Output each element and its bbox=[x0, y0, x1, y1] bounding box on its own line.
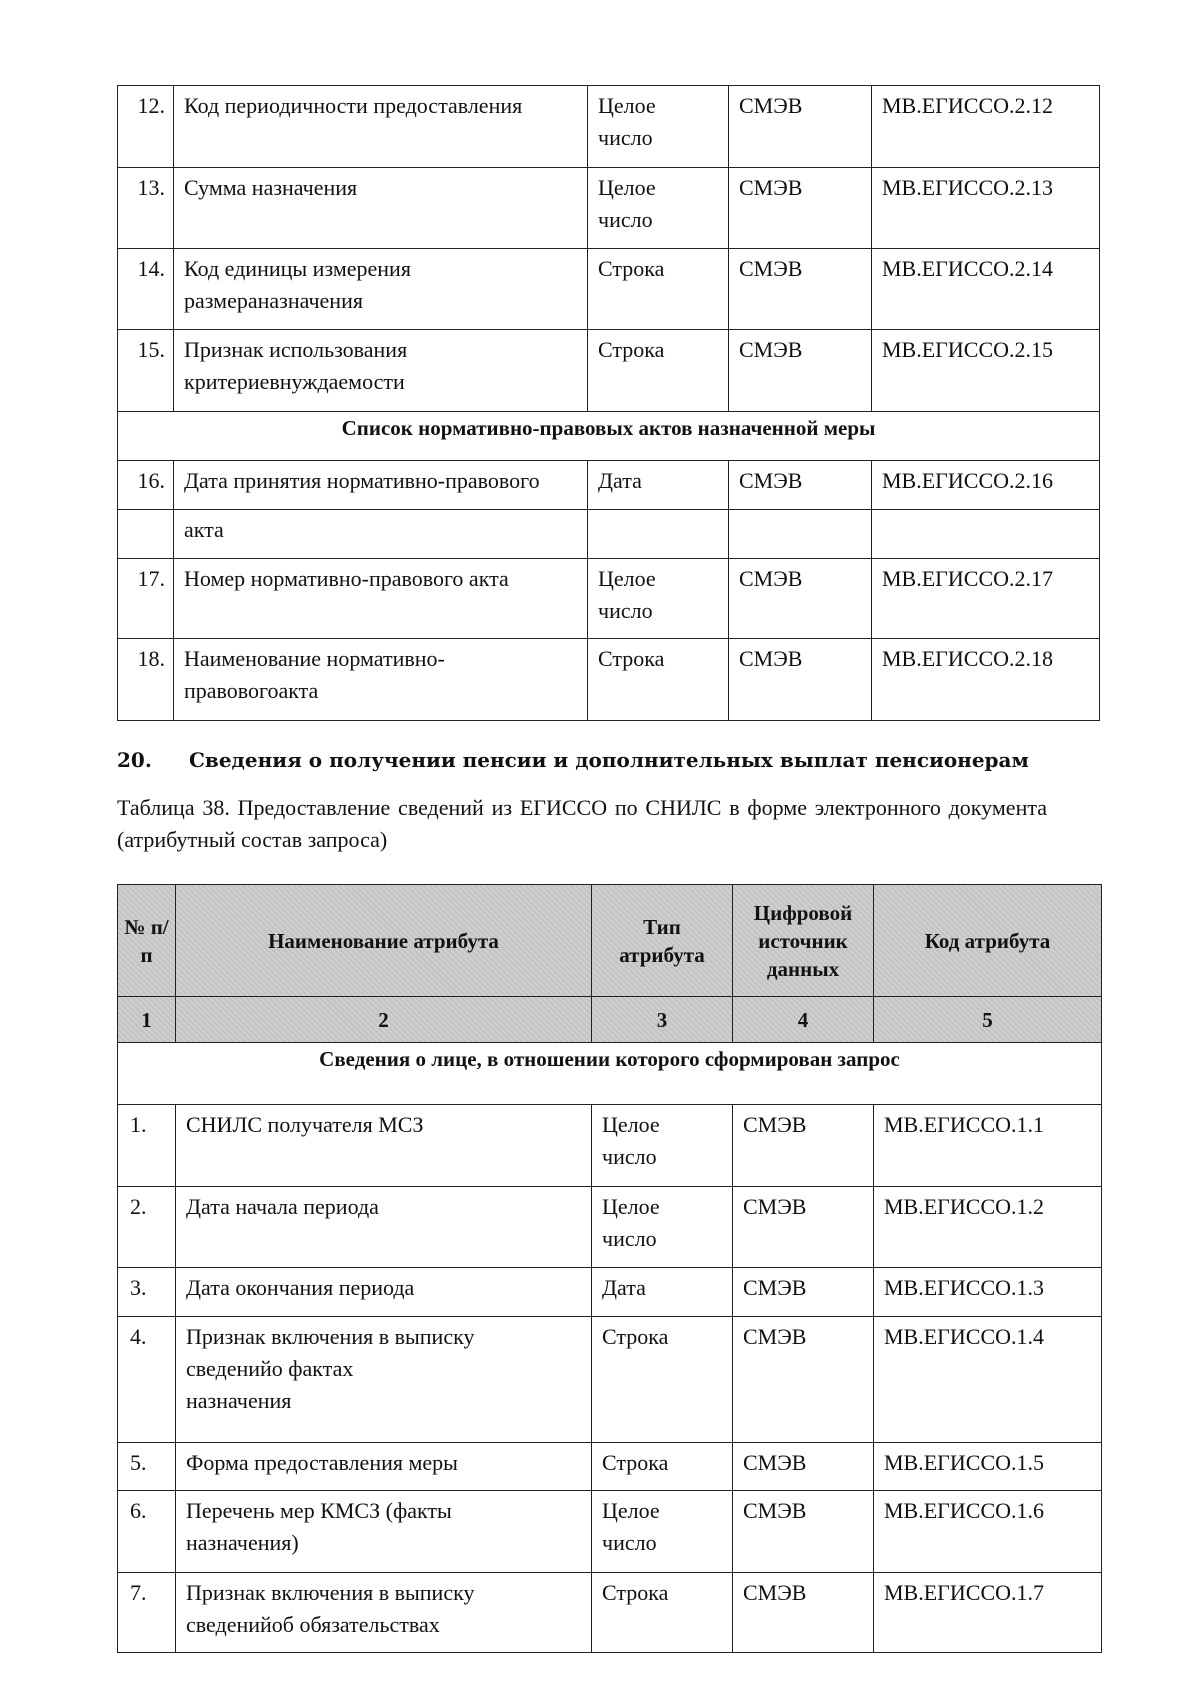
attribute-code: МВ.ЕГИССО.1.4 bbox=[874, 1317, 1102, 1443]
cell-line: СНИЛС получателя МСЗ bbox=[186, 1112, 424, 1137]
col-number-5: 5 bbox=[874, 997, 1102, 1043]
table-row bbox=[118, 639, 1100, 721]
cell-line: Дата окончания периода bbox=[186, 1275, 415, 1300]
cell-line: Целое bbox=[602, 1112, 660, 1137]
table-38 bbox=[117, 884, 1102, 1653]
cell-line: Признак включения в выписку bbox=[186, 1324, 475, 1349]
attribute-code: МВ.ЕГИССО.2.12 bbox=[872, 86, 1100, 168]
row-number: 6. bbox=[118, 1491, 176, 1573]
attribute-type bbox=[592, 1491, 733, 1573]
data-source: СМЭВ bbox=[729, 639, 872, 721]
attribute-code: МВ.ЕГИССО.1.1 bbox=[874, 1105, 1102, 1187]
row-number: 12. bbox=[118, 86, 174, 168]
section-heading-number: 20. bbox=[117, 748, 152, 772]
data-source: СМЭВ bbox=[733, 1105, 874, 1187]
cell-line: Строка bbox=[602, 1580, 669, 1605]
cell-line: Перечень мер КМСЗ (факты bbox=[186, 1498, 452, 1523]
attribute-code: МВ.ЕГИССО.1.7 bbox=[874, 1573, 1102, 1653]
table-row bbox=[118, 168, 1100, 249]
row-number: 18. bbox=[118, 639, 174, 721]
attribute-type bbox=[588, 461, 729, 510]
row-number: 2. bbox=[118, 1187, 176, 1268]
cell-line: число bbox=[602, 1530, 657, 1555]
cell-line: Строка bbox=[602, 1450, 669, 1475]
attribute-type bbox=[588, 639, 729, 721]
attribute-name bbox=[176, 1187, 592, 1268]
attribute-name bbox=[174, 86, 588, 168]
section-heading bbox=[117, 748, 1029, 772]
section-title: Список нормативно-правовых актов назначенной меры bbox=[118, 412, 1100, 461]
table-row bbox=[118, 1268, 1102, 1317]
attribute-code: МВ.ЕГИССО.1.6 bbox=[874, 1491, 1102, 1573]
cell-line: Строка bbox=[598, 646, 665, 671]
table-row bbox=[118, 86, 1100, 168]
cell-line: число bbox=[598, 207, 653, 232]
cell-line: Целое bbox=[602, 1194, 660, 1219]
cell-line: Целое bbox=[602, 1498, 660, 1523]
attribute-type bbox=[592, 1187, 733, 1268]
attribute-type bbox=[588, 559, 729, 639]
attribute-code: МВ.ЕГИССО.2.16 bbox=[872, 461, 1100, 510]
table-row bbox=[118, 461, 1100, 510]
table-row bbox=[118, 1317, 1102, 1443]
attribute-name bbox=[174, 168, 588, 249]
cell-line: Форма предоставления меры bbox=[186, 1450, 458, 1475]
table-row bbox=[118, 330, 1100, 412]
col-number-1: 1 bbox=[118, 997, 176, 1043]
cell-line: Признак включения в выписку bbox=[186, 1580, 475, 1605]
attribute-type bbox=[592, 1443, 733, 1491]
data-source: СМЭВ bbox=[729, 86, 872, 168]
attribute-code: МВ.ЕГИССО.1.5 bbox=[874, 1443, 1102, 1491]
attribute-type bbox=[592, 1268, 733, 1317]
cell-line: Код периодичности предоставления bbox=[184, 93, 523, 118]
cell-line: назначения) bbox=[186, 1530, 299, 1555]
header-attribute-type: Тип атрибута bbox=[592, 885, 733, 997]
attribute-code: МВ.ЕГИССО.2.13 bbox=[872, 168, 1100, 249]
cell-line: число bbox=[598, 125, 653, 150]
attribute-name bbox=[176, 1443, 592, 1491]
cell-line: Целое bbox=[598, 566, 656, 591]
row-number: 16. bbox=[118, 461, 174, 510]
attribute-name bbox=[174, 559, 588, 639]
table-row bbox=[118, 1573, 1102, 1653]
data-source: СМЭВ bbox=[729, 559, 872, 639]
attribute-code: МВ.ЕГИССО.2.14 bbox=[872, 249, 1100, 330]
table-continuation bbox=[117, 85, 1100, 721]
cell-line: Сумма назначения bbox=[184, 175, 358, 200]
section-row bbox=[118, 1043, 1102, 1105]
cell-line: Код единицы измерения bbox=[184, 256, 411, 281]
attribute-type bbox=[588, 510, 729, 559]
data-source: СМЭВ bbox=[729, 461, 872, 510]
attribute-type bbox=[592, 1317, 733, 1443]
cell-line: Дата принятия нормативно-правового bbox=[184, 468, 540, 493]
cell-line: Номер нормативно-правового акта bbox=[184, 566, 509, 591]
cell-line: Строка bbox=[602, 1324, 669, 1349]
attribute-type bbox=[588, 86, 729, 168]
attribute-type bbox=[588, 249, 729, 330]
attribute-code: МВ.ЕГИССО.1.2 bbox=[874, 1187, 1102, 1268]
cell-line: акта bbox=[184, 517, 224, 542]
cell-line: размераназначения bbox=[184, 288, 363, 313]
attribute-name bbox=[176, 1268, 592, 1317]
row-number: 15. bbox=[118, 330, 174, 412]
attribute-name bbox=[174, 510, 588, 559]
data-source: СМЭВ bbox=[729, 330, 872, 412]
row-number: 4. bbox=[118, 1317, 176, 1443]
data-source: СМЭВ bbox=[733, 1573, 874, 1653]
col-number-2: 2 bbox=[176, 997, 592, 1043]
cell-line: критериевнуждаемости bbox=[184, 369, 405, 394]
table-row bbox=[118, 1491, 1102, 1573]
cell-line: число bbox=[598, 598, 653, 623]
attribute-code: МВ.ЕГИССО.2.18 bbox=[872, 639, 1100, 721]
header-attribute-name: Наименование атрибута bbox=[176, 885, 592, 997]
attribute-type bbox=[592, 1105, 733, 1187]
attribute-name bbox=[174, 249, 588, 330]
cell-line: Целое bbox=[598, 175, 656, 200]
attribute-code: МВ.ЕГИССО.2.15 bbox=[872, 330, 1100, 412]
cell-line: правовогоакта bbox=[184, 678, 319, 703]
header-attribute-code: Код атрибута bbox=[874, 885, 1102, 997]
table-row bbox=[118, 1187, 1102, 1268]
cell-line: Дата bbox=[602, 1275, 646, 1300]
table-header-row bbox=[118, 885, 1102, 997]
row-number: 14. bbox=[118, 249, 174, 330]
row-number: 5. bbox=[118, 1443, 176, 1491]
attribute-name bbox=[176, 1491, 592, 1573]
attribute-name bbox=[176, 1317, 592, 1443]
attribute-type bbox=[588, 330, 729, 412]
data-source: СМЭВ bbox=[729, 249, 872, 330]
table-caption: Таблица 38. Предоставление сведений из ЕГИССО по СНИЛС в форме электронного документа (атрибутный состав запроса) bbox=[117, 795, 1047, 852]
table-row bbox=[118, 559, 1100, 639]
data-source: СМЭВ bbox=[729, 168, 872, 249]
attribute-name bbox=[176, 1105, 592, 1187]
attribute-code bbox=[872, 510, 1100, 559]
col-number-4: 4 bbox=[733, 997, 874, 1043]
row-number: 7. bbox=[118, 1573, 176, 1653]
row-number: 13. bbox=[118, 168, 174, 249]
data-source bbox=[729, 510, 872, 559]
row-number: 1. bbox=[118, 1105, 176, 1187]
cell-line: назначения bbox=[186, 1388, 292, 1413]
table-row bbox=[118, 510, 1100, 559]
attribute-code: МВ.ЕГИССО.1.3 bbox=[874, 1268, 1102, 1317]
cell-line: Признак использования bbox=[184, 337, 408, 362]
data-source: СМЭВ bbox=[733, 1268, 874, 1317]
cell-line: Дата начала периода bbox=[186, 1194, 379, 1219]
data-source: СМЭВ bbox=[733, 1443, 874, 1491]
table-row bbox=[118, 1105, 1102, 1187]
data-source: СМЭВ bbox=[733, 1187, 874, 1268]
cell-line: сведенийо фактах bbox=[186, 1356, 354, 1381]
cell-line: Строка bbox=[598, 256, 665, 281]
cell-line: Строка bbox=[598, 337, 665, 362]
attribute-type bbox=[592, 1573, 733, 1653]
cell-line: число bbox=[602, 1226, 657, 1251]
attribute-name bbox=[174, 639, 588, 721]
table-row bbox=[118, 249, 1100, 330]
row-number: 3. bbox=[118, 1268, 176, 1317]
section-heading-text: Сведения о получении пенсии и дополнительных выплат пенсионерам bbox=[189, 748, 1029, 772]
table-column-numbers-row bbox=[118, 997, 1102, 1043]
attribute-type bbox=[588, 168, 729, 249]
attribute-name bbox=[174, 461, 588, 510]
header-data-source: Цифровой источник данных bbox=[733, 885, 874, 997]
attribute-code: МВ.ЕГИССО.2.17 bbox=[872, 559, 1100, 639]
section-title: Сведения о лице, в отношении которого сформирован запрос bbox=[118, 1043, 1102, 1105]
data-source: СМЭВ bbox=[733, 1491, 874, 1573]
attribute-name bbox=[174, 330, 588, 412]
data-source: СМЭВ bbox=[733, 1317, 874, 1443]
cell-line: Наименование нормативно- bbox=[184, 646, 445, 671]
row-number bbox=[118, 510, 174, 559]
attribute-name bbox=[176, 1573, 592, 1653]
col-number-3: 3 bbox=[592, 997, 733, 1043]
section-row bbox=[118, 412, 1100, 461]
header-number: № п/п bbox=[118, 885, 176, 997]
table-row bbox=[118, 1443, 1102, 1491]
row-number: 17. bbox=[118, 559, 174, 639]
cell-line: Целое bbox=[598, 93, 656, 118]
cell-line: сведенийоб обязательствах bbox=[186, 1612, 440, 1637]
cell-line: Дата bbox=[598, 468, 642, 493]
cell-line: число bbox=[602, 1144, 657, 1169]
